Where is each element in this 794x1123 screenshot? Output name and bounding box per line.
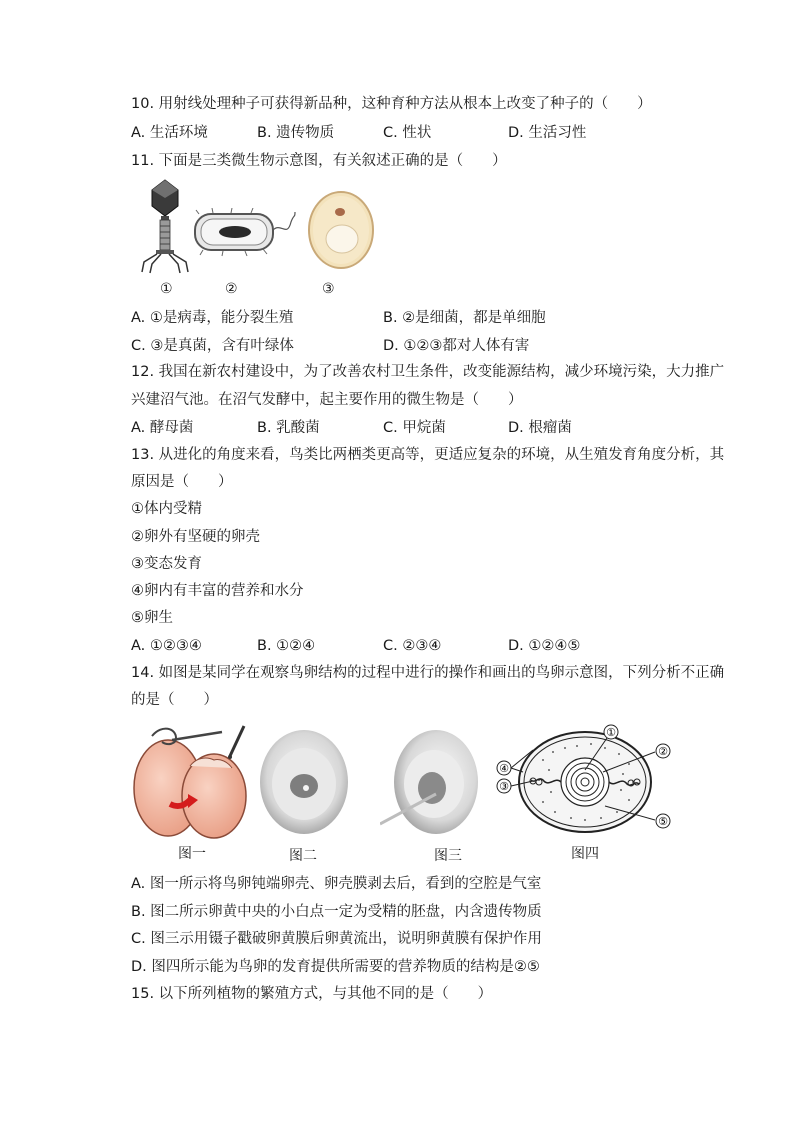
figure-1-caption: 图一: [178, 846, 206, 862]
figure-3-caption: 图三: [434, 848, 462, 864]
q13-option-d: D. ①②④⑤: [508, 638, 581, 654]
egg-yolk-pierced-figure: [380, 728, 478, 838]
marker-5: ⑤: [658, 815, 668, 828]
bacteriophage-figure: [138, 178, 192, 274]
question-10-stem: 10. 用射线处理种子可获得新品种，这种育种方法从根本上改变了种子的（ ）: [131, 96, 652, 112]
q11-option-c: C. ③是真菌，含有叶绿体: [131, 338, 294, 354]
figure-2-caption: 图二: [289, 848, 317, 864]
bacterium-figure: [191, 208, 297, 258]
egg-yolk-dish-figure: [258, 728, 350, 838]
yeast-cell-figure: [306, 189, 376, 271]
q13-item-3: ③变态发育: [131, 556, 202, 572]
question-15-stem: 15. 以下所列植物的繁殖方式，与其他不同的是（ ）: [131, 986, 493, 1002]
q11-option-a: A. ①是病毒，能分裂生殖: [131, 310, 294, 326]
q11-label-1: ①: [160, 281, 173, 297]
q11-option-b: B. ②是细菌，都是单细胞: [383, 310, 546, 326]
marker-4: ④: [499, 762, 509, 775]
q14-option-d: D. 图四所示能为鸟卵的发育提供所需要的营养物质的结构是②⑤: [131, 959, 540, 975]
question-13-stem-line2: 原因是（ ）: [131, 474, 233, 490]
q12-option-c: C. 甲烷菌: [383, 420, 446, 436]
q14-option-b: B. 图二所示卵黄中央的小白点一定为受精的胚盘，内含遗传物质: [131, 904, 542, 920]
question-14-stem-line1: 14. 如图是某同学在观察鸟卵结构的过程中进行的操作和画出的鸟卵示意图，下列分析不正确: [131, 665, 725, 681]
q11-label-2: ②: [225, 281, 238, 297]
q12-option-a: A. 酵母菌: [131, 420, 194, 436]
q11-option-d: D. ①②③都对人体有害: [383, 338, 530, 354]
q13-option-c: C. ②③④: [383, 638, 442, 654]
q10-option-c: C. 性状: [383, 125, 432, 141]
q13-option-b: B. ①②④: [257, 638, 316, 654]
q10-option-d: D. 生活习性: [508, 125, 587, 141]
q13-item-4: ④卵内有丰富的营养和水分: [131, 583, 304, 599]
q14-option-a: A. 图一所示将鸟卵钝端卵壳、卵壳膜剥去后，看到的空腔是气室: [131, 876, 542, 892]
q12-option-d: D. 根瘤菌: [508, 420, 572, 436]
q10-option-b: B. 遗传物质: [257, 125, 335, 141]
question-12-stem-line1: 12. 我国在新农村建设中，为了改善农村卫生条件，改变能源结构，减少环境污染，大力推广: [131, 364, 725, 380]
q14-option-c: C. 图三示用镊子戳破卵黄膜后卵黄流出，说明卵黄膜有保护作用: [131, 931, 542, 947]
question-13-stem-line1: 13. 从进化的角度来看，鸟类比两栖类更高等，更适应复杂的环境，从生殖发育角度分析，其: [131, 447, 725, 463]
question-12-stem-line2: 兴建沼气池。在沼气发酵中，起主要作用的微生物是（ ）: [131, 392, 523, 408]
q13-option-a: A. ①②③④: [131, 638, 202, 654]
egg-peeling-figure: [132, 722, 260, 842]
egg-structure-diagram: [493, 724, 693, 840]
marker-2: ②: [658, 745, 668, 758]
q10-option-a: A. 生活环境: [131, 125, 208, 141]
q11-label-3: ③: [322, 281, 335, 297]
question-14-stem-line2: 的是（ ）: [131, 692, 218, 708]
question-11-stem: 11. 下面是三类微生物示意图，有关叙述正确的是（ ）: [131, 153, 507, 169]
q13-item-2: ②卵外有坚硬的卵壳: [131, 529, 260, 545]
q13-item-5: ⑤卵生: [131, 610, 173, 626]
figure-4-caption: 图四: [571, 846, 599, 862]
marker-3: ③: [499, 780, 509, 793]
q12-option-b: B. 乳酸菌: [257, 420, 320, 436]
q13-item-1: ①体内受精: [131, 501, 202, 517]
marker-1: ①: [606, 726, 616, 739]
